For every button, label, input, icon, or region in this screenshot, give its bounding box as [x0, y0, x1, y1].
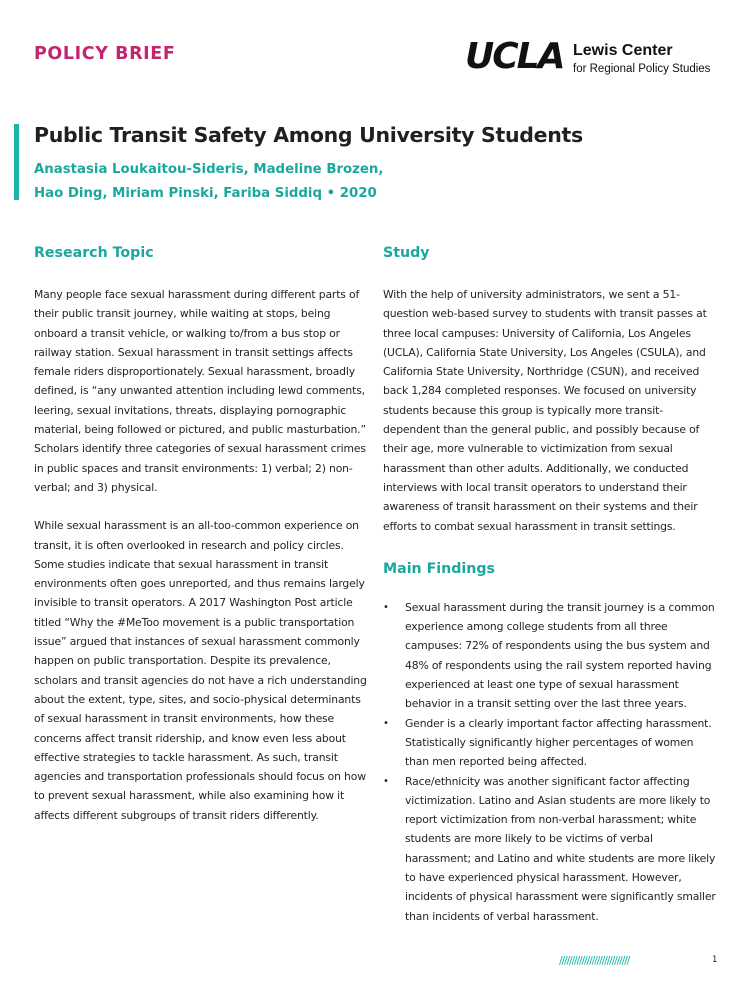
left-column — [34, 242, 369, 825]
finding-text: Race/ethnicity was another significant factor affecting victimization. Latino and Asian students are more likely to report victimization from non-verbal harassment; white students are more likely to be victims of verbal harassment; and Latino and white students are more likely to have experienced physical harassment. However, incidents of physical harassment were significantly smaller than incidents of verbal harassment. — [405, 774, 716, 923]
body-paragraph: While sexual harassment is an all-too-common experience on transit, it is often overlooked in research and policy circles. Some studies indicate that sexual harassment in transit environments often goes unreported, and thus remains largely invisible to transit operators. A 2017 Washington Post article titled “Why the #MeToo movement is a public transportation issue” argued that instances of sexual harassment commonly happen on public transportation. Despite its prevalence, scholars and transit agencies do not have a rich understanding about the extent, type, sites, and socio-physical determinants of sexual harassment in transit environments, how these concerns affect transit ridership, and know even less about effective strategies to tackle harassment. As such, transit agencies and transportation professionals should focus on how to prevent sexual harassment, while also examining how it affects different subgroups of transit riders differently. — [34, 519, 367, 822]
authors-byline — [34, 158, 454, 206]
main-findings-heading: Main Findings — [383, 560, 495, 577]
document-title: Public Transit Safety Among University Students — [34, 123, 583, 147]
research-topic-heading: Research Topic — [34, 245, 154, 261]
list-item — [383, 772, 718, 926]
bullet-icon: • — [383, 601, 389, 613]
finding-text: Gender is a clearly important factor affecting harassment. Statistically significantly higher percentages of women than men reported being affected. — [405, 716, 712, 769]
center-name: Lewis Center — [573, 42, 673, 59]
center-subtitle: for Regional Policy Studies — [573, 63, 711, 75]
list-item — [383, 714, 718, 772]
ucla-logo-text: UCLA — [465, 36, 564, 77]
finding-text: Sexual harassment during the transit journey is a common experience among college students from all three campuses: 72% of respondents using the bus system and 48% of respondents using the rail system reported having experienced at least one type of sexual harassment behavior in a transit setting over the last three years. — [405, 600, 715, 711]
list-item — [383, 598, 718, 714]
footer-decoration: //////////////////////////// — [559, 954, 630, 967]
title-accent-bar — [14, 124, 19, 200]
document-type-label: POLICY BRIEF — [34, 44, 176, 64]
findings-list — [383, 598, 718, 926]
body-paragraph: Many people face sexual harassment during different parts of their public transit journey, while waiting at stops, being onboard a transit vehicle, or walking to/from a bus stop or railway station. Sexual harassment in transit settings affects female riders disproportionately. Sexual harassment, broadly defined, is “any unwanted attention including lewd comments, leering, sexual invitations, threats, displaying pornographic material, being followed or pictured, and public masturbation.” Scholars identify three categories of sexual harassment crimes in public spaces and transit environments: 1) verbal; 2) non-verbal; and 3) physical. — [34, 288, 366, 494]
page-number: 1 — [712, 955, 718, 965]
study-heading: Study — [383, 245, 430, 261]
authors-line: Anastasia Loukaitou-Sideris, Madeline Brozen, — [34, 162, 384, 177]
bullet-icon: • — [383, 775, 389, 787]
study-paragraph: With the help of university administrators, we sent a 51-question web-based survey to students with transit passes at three local campuses: University of California, Los Angeles (UCLA), California State University, Los Angeles (CSULA), and California State University, Northridge (CSUN), and received back 1,284 completed responses. We focused on university students because this group is typically more transit-dependent than the general public, and possibly because of their age, more vulnerable to victimization from sexual harassment than other adults. Additionally, we conducted interviews with local transit operators to understand their awareness of transit harassment on their systems and their efforts to combat sexual harassment in transit settings. — [383, 288, 707, 533]
authors-line: Hao Ding, Miriam Pinski, Fariba Siddiq • 2020 — [34, 186, 377, 201]
bullet-icon: • — [383, 717, 389, 729]
right-column — [383, 242, 718, 926]
